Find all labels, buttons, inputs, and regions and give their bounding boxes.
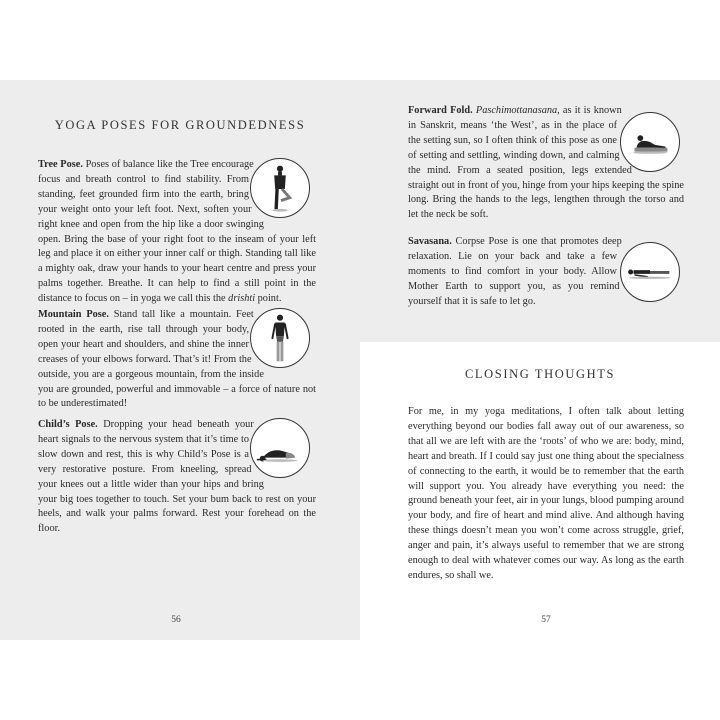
savasana-icon xyxy=(620,242,680,302)
tree-pose-text-end: point. xyxy=(255,293,282,305)
page-heading: YOGA POSES FOR GROUNDEDNESS xyxy=(54,118,306,132)
forward-fold-italic: Paschimottanasana xyxy=(475,105,558,116)
tree-pose-icon xyxy=(250,158,310,218)
forward-fold-icon xyxy=(620,112,680,172)
childs-pose-icon xyxy=(250,418,310,478)
childs-pose-text: Dropping your head beneath your heart signals to the nervous system that it’s time to slow down and rest, this is why Child’s Pose is a very restorative posture. From kneeling, spread your knees out a little wider than your hips and bring your big toes together to touch. Set your bum back to rest on your heels, and walk your palms forward. Rest your forehead on the floor. xyxy=(38,419,316,535)
closing-paragraph: For me, in my yoga meditations, I often talk about letting everything beyond our bodies fall away out of our awareness, so that all we are left with are the ‘roots’ of who we are: body, mind, heart and breath. If I could say just one thing about the specialness of connecting to the earth, it would be to remember that the earth will support you. You already have everything you need: the ground beneath your feet, air in your lungs, blood pumping around your body, and fire of heart and mind alive. And although having these things doesn’t mean you won’t come across struggle, grief, anger and pain, it’s always useful to remember that we are strong enough to deal with whatever comes our way. As long as the earth endures, so shall we. xyxy=(408,406,684,581)
tree-pose-title: Tree Pose. xyxy=(38,159,83,170)
left-page xyxy=(0,80,360,640)
savasana-text: Corpse Pose is one that promotes deep relaxation. Lie on your back and take a few moments to find comfort in your body. Allow Mother Earth to support you, as you remind yourself that it is safe to let go. xyxy=(408,236,622,307)
forward-fold-title: Forward Fold. xyxy=(408,105,473,116)
mountain-pose-text: Stand tall like a mountain. Feet rooted in the earth, rise tall through your body, open your heart and shoulders, and shine the inner creases of your elbows forward. That’s it! From the outside, you are a gorgeous mountain, from the inside you are grounded, powerful and immovable – a force of nature not to be underestimated! xyxy=(38,309,316,410)
forward-fold-text: , as it is known in Sanskrit, means ‘the West’, as in the place of the setting sun, so I often think of this pose as one of setting and settling, winding down, and calming the mind. From a seated position, legs extended straight out in front of you, hinge from your hips keeping the spine long. Bring the hands to the legs, lengthen through the torso and let the neck be soft. xyxy=(408,105,684,221)
page-number-right: 57 xyxy=(541,615,551,625)
childs-pose-title: Child’s Pose. xyxy=(38,419,98,430)
page-number-left: 56 xyxy=(171,615,181,625)
mountain-pose-title: Mountain Pose. xyxy=(38,309,109,320)
closing-heading: CLOSING THOUGHTS xyxy=(464,367,616,381)
tree-pose-text: Poses of balance like the Tree encourage focus and breath control to find stability. From standing, feet grounded firm into the earth, bring your weight onto your left foot. Next, soften your right knee and open from the hip like a door swinging open. Bring the base of your right foot to the inseam of your left leg and place it on either your inner calf or thigh. Standing tall like a mighty oak, draw your hands to your heart centre and press your palms together. Breathe. It can help to find a still point in the distance to focus on – in yoga we call this the xyxy=(38,159,316,305)
right-page xyxy=(360,80,720,640)
savasana-title: Savasana. xyxy=(408,236,452,247)
tree-pose-italic: drishti xyxy=(228,293,256,305)
mountain-pose-icon xyxy=(250,308,310,368)
